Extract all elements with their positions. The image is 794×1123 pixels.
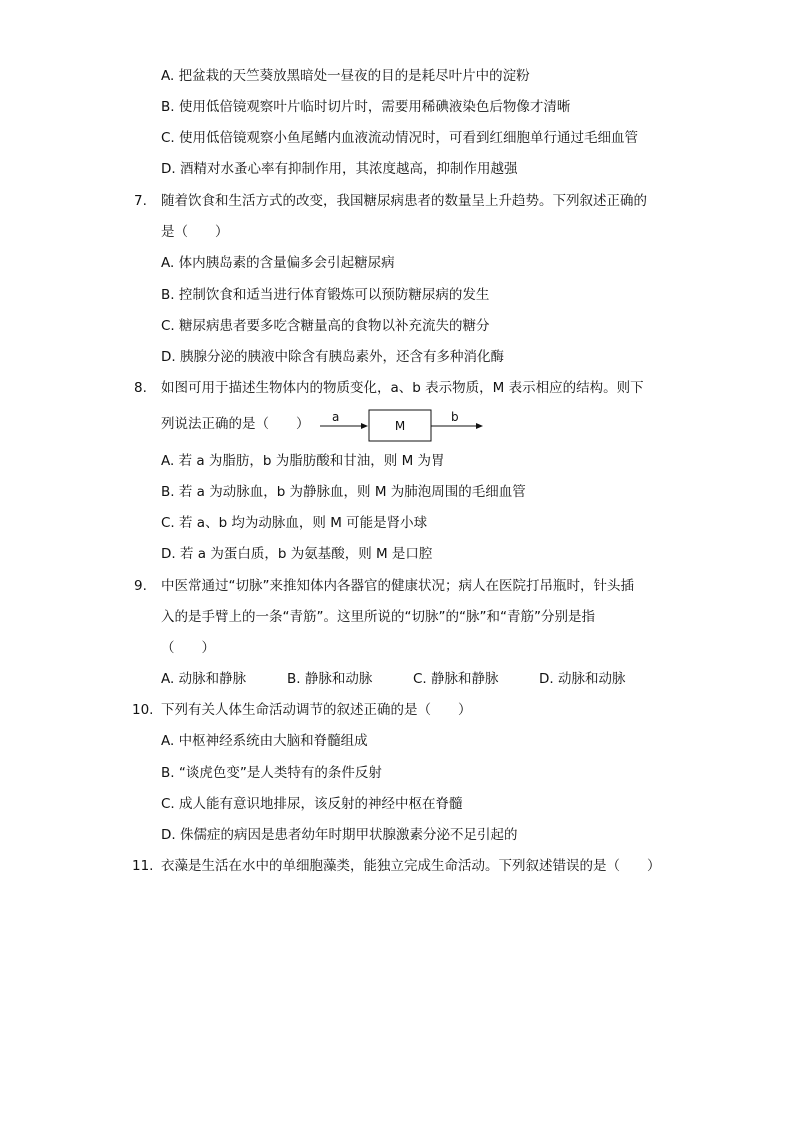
q7-option-a: A. 体内胰岛素的含量偏多会引起糖尿病 [161, 255, 395, 271]
q9-option-b: B. 静脉和动脉 [287, 671, 373, 687]
q7-stem-line1: 随着饮食和生活方式的改变，我国糖尿病患者的数量呈上升趋势。下列叙述正确的 [161, 193, 647, 209]
q7-option-d: D. 胰腺分泌的胰液中除含有胰岛素外，还含有多种消化酶 [161, 349, 504, 365]
q7-option-c: C. 糖尿病患者要多吃含糖量高的食物以补充流失的糖分 [161, 318, 490, 334]
q7-stem-line2: 是（ ） [161, 224, 229, 240]
q8-option-d: D. 若 a 为蛋白质，b 为氨基酸，则 M 是口腔 [161, 546, 433, 562]
q9-stem-line3: （ ） [161, 640, 215, 656]
q10-option-d: D. 侏儒症的病因是患者幼年时期甲状腺激素分泌不足引起的 [161, 827, 518, 843]
q6-option-b: B. 使用低倍镜观察叶片临时切片时，需要用稀碘液染色后物像才清晰 [161, 99, 571, 115]
q9-option-d: D. 动脉和动脉 [539, 671, 626, 687]
q7-option-b: B. 控制饮食和适当进行体育锻炼可以预防糖尿病的发生 [161, 287, 490, 303]
q8-number: 8. [134, 380, 147, 396]
q10-stem-line1: 下列有关人体生命活动调节的叙述正确的是（ ） [161, 702, 472, 718]
diagram-label-m: M [394, 419, 406, 433]
diagram-label-a: a [332, 410, 340, 424]
q10-option-b: B. “谈虎色变”是人类特有的条件反射 [161, 765, 382, 781]
arrow-a-head [361, 423, 368, 429]
q9-option-a: A. 动脉和静脉 [161, 671, 247, 687]
q9-number: 9. [134, 578, 147, 594]
process-diagram [318, 404, 488, 444]
q8-stem-line1: 如图可用于描述生物体内的物质变化，a、b 表示物质，M 表示相应的结构。则下 [161, 380, 644, 396]
q9-stem-line2: 入的是手臂上的一条“青筋”。这里所说的“切脉”的“脉”和“青筋”分别是指 [161, 609, 595, 625]
q6-option-a: A. 把盆栽的天竺葵放黑暗处一昼夜的目的是耗尽叶片中的淀粉 [161, 68, 530, 84]
q10-option-c: C. 成人能有意识地排尿，该反射的神经中枢在脊髓 [161, 796, 463, 812]
arrow-b-head [476, 423, 483, 429]
q10-number: 10. [132, 702, 154, 718]
q9-option-c: C. 静脉和静脉 [413, 671, 499, 687]
q11-number: 11. [132, 858, 154, 874]
q8-option-a: A. 若 a 为脂肪，b 为脂肪酸和甘油，则 M 为胃 [161, 453, 445, 469]
diagram-label-b: b [451, 410, 459, 424]
q6-option-d: D. 酒精对水蚤心率有抑制作用，其浓度越高，抑制作用越强 [161, 161, 518, 177]
q10-option-a: A. 中枢神经系统由大脑和脊髓组成 [161, 733, 368, 749]
q11-stem-line1: 衣藻是生活在水中的单细胞藻类，能独立完成生命活动。下列叙述错误的是（ ） [161, 858, 661, 874]
q8-option-b: B. 若 a 为动脉血，b 为静脉血，则 M 为肺泡周围的毛细血管 [161, 484, 526, 500]
q6-option-c: C. 使用低倍镜观察小鱼尾鳍内血液流动情况时，可看到红细胞单行通过毛细血管 [161, 130, 639, 146]
q8-option-c: C. 若 a、b 均为动脉血，则 M 可能是肾小球 [161, 515, 428, 531]
q9-stem-line1: 中医常通过“切脉”来推知体内各器官的健康状况；病人在医院打吊瓶时，针头插 [161, 578, 634, 594]
q7-number: 7. [134, 193, 147, 209]
q8-stem-line2: 列说法正确的是（ ） [161, 416, 310, 432]
